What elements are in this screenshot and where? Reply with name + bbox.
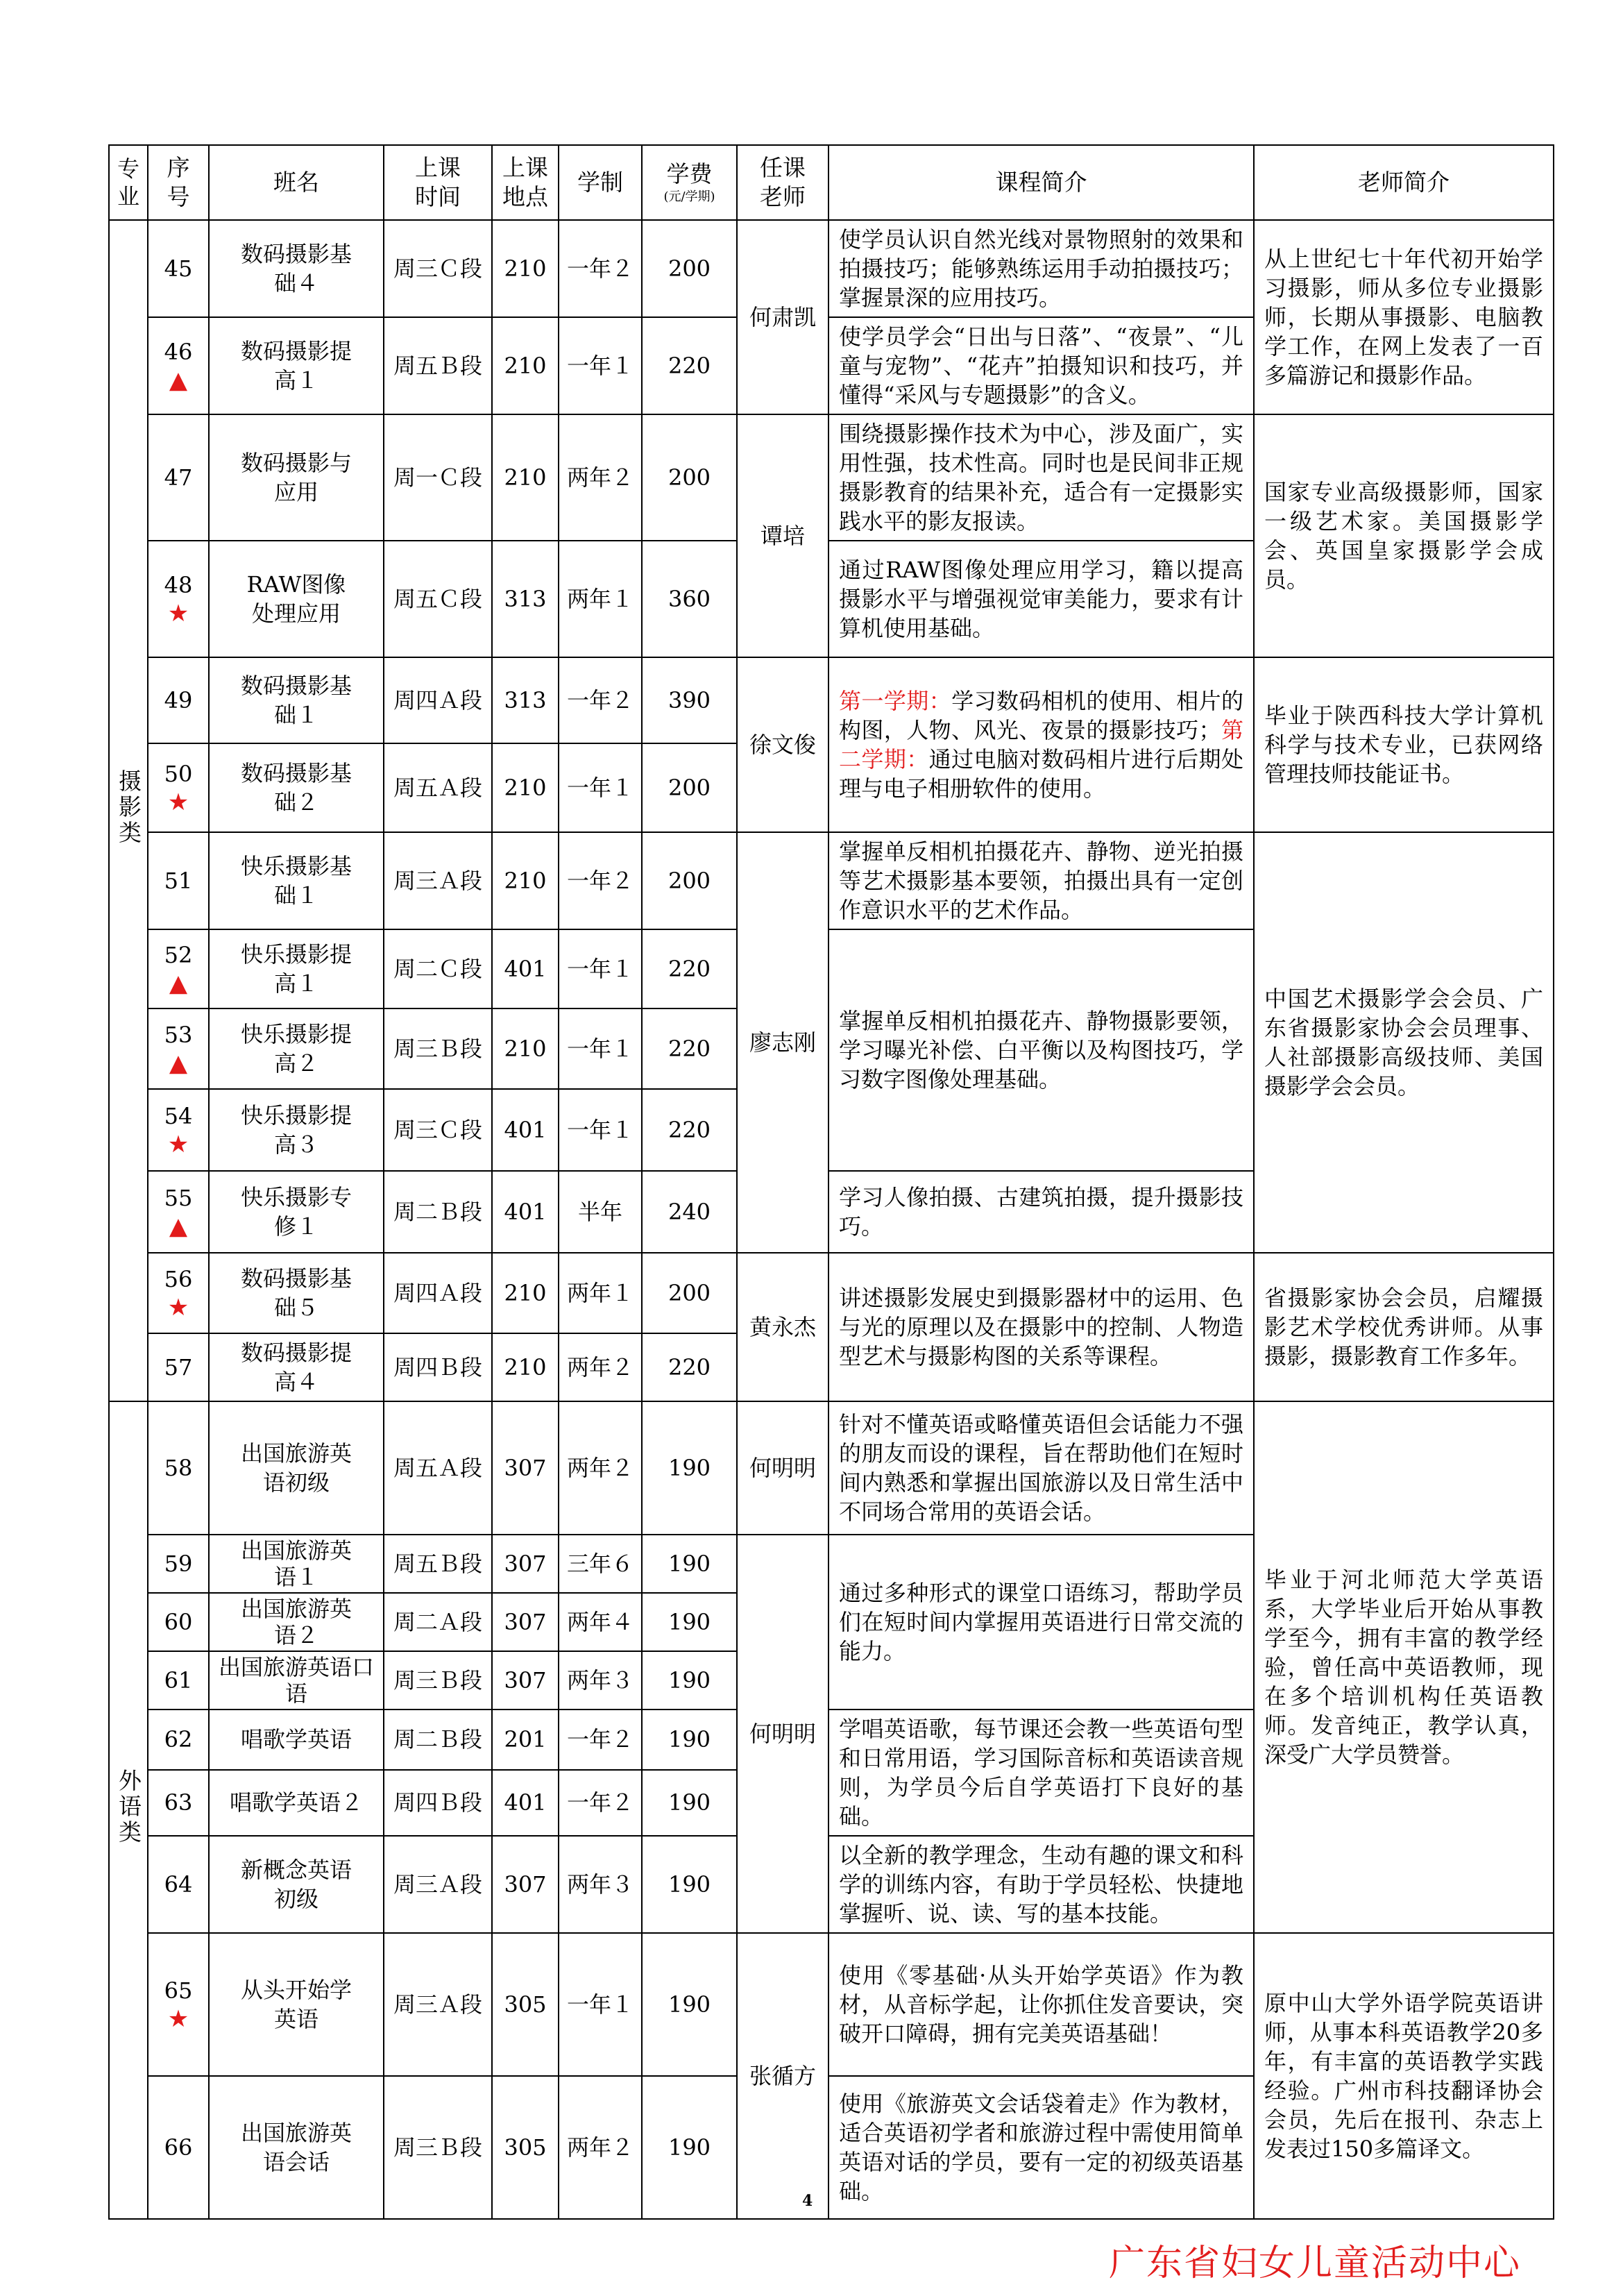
teacher-name: 黄永杰: [737, 1253, 829, 1401]
teacher-name: 张循方: [737, 1933, 829, 2219]
table-row: [109, 1253, 1554, 1333]
class-fee: 220: [642, 317, 737, 414]
table-row: [109, 832, 1554, 929]
class-name: 数码摄影与应用: [209, 414, 384, 541]
class-duration: 一年２: [559, 1770, 642, 1836]
class-fee: 200: [642, 414, 737, 541]
class-place: 210: [492, 317, 559, 414]
class-place: 210: [492, 1333, 559, 1401]
page-number: 4: [802, 2192, 813, 2210]
class-place: 401: [492, 1770, 559, 1836]
header-fee-cell: [642, 145, 737, 220]
class-fee: 190: [642, 1933, 737, 2076]
class-name: 出国旅游英语初级: [209, 1401, 384, 1535]
class-fee: 200: [642, 743, 737, 832]
class-name: 数码摄影基础２: [209, 743, 384, 832]
class-duration: 一年２: [559, 220, 642, 317]
teacher-name: 何明明: [737, 1401, 829, 1535]
class-name: RAW图像处理应用: [209, 541, 384, 657]
seq-cell: 60: [148, 1593, 209, 1651]
category-lang: 外语类: [109, 1401, 148, 2219]
class-place: 201: [492, 1710, 559, 1770]
seq-cell: 52 ▲: [148, 929, 209, 1008]
seq-cell: 56 ★: [148, 1253, 209, 1333]
header-row: [109, 145, 1554, 220]
class-place: 210: [492, 1008, 559, 1089]
class-duration: 两年１: [559, 541, 642, 657]
class-time: 周四Ａ段: [384, 1253, 492, 1333]
class-time: 周五Ｂ段: [384, 317, 492, 414]
class-time: 周三Ａ段: [384, 1836, 492, 1933]
seq-cell: 51: [148, 832, 209, 929]
seq-cell: 62: [148, 1710, 209, 1770]
class-time: 周三Ｂ段: [384, 1008, 492, 1089]
class-name: 从头开始学英语: [209, 1933, 384, 2076]
table-row: [109, 1401, 1554, 1535]
class-fee: 220: [642, 929, 737, 1008]
seq-cell: 58: [148, 1401, 209, 1535]
class-fee: 200: [642, 832, 737, 929]
class-duration: 一年１: [559, 1933, 642, 2076]
class-place: 313: [492, 541, 559, 657]
class-name: 唱歌学英语２: [209, 1770, 384, 1836]
header-seq: 序号: [148, 145, 209, 220]
class-name: 快乐摄影提高１: [209, 929, 384, 1008]
term1-text: 学习数码相机的使用、相片的构图，人物、风光、夜景的摄影技巧；: [839, 688, 1243, 743]
class-place: 305: [492, 2076, 559, 2219]
class-duration: 一年１: [559, 1008, 642, 1089]
term1-label: 第一学期：: [839, 688, 952, 714]
footer-org-name: 广东省妇女儿童活动中心: [1109, 2243, 1522, 2284]
course-intro: 使用《零基础·从头开始学英语》作为教材，从音标学起，让你抓住发音要诀，突破开口障碍，拥有完美英语基础！: [829, 1933, 1254, 2076]
class-time: 周五Ａ段: [384, 743, 492, 832]
seq-cell: 65 ★: [148, 1933, 209, 2076]
class-name: 出国旅游英语口语: [209, 1651, 384, 1710]
class-duration: 一年１: [559, 929, 642, 1008]
header-time: 上课时间: [384, 145, 492, 220]
class-name: 快乐摄影提高３: [209, 1089, 384, 1171]
class-name: 出国旅游英语会话: [209, 2076, 384, 2219]
seq-cell: 55 ▲: [148, 1171, 209, 1253]
teacher-name: 廖志刚: [737, 832, 829, 1253]
class-duration: 一年１: [559, 317, 642, 414]
course-intro: 使学员学会“日出与日落”、“夜景”、“儿童与宠物”、“花卉”拍摄知识和技巧，并懂得“采风与专题摄影”的含义。: [829, 317, 1254, 414]
class-place: 210: [492, 220, 559, 317]
seq-cell: 66: [148, 2076, 209, 2219]
class-fee: 190: [642, 1710, 737, 1770]
class-fee: 190: [642, 1770, 737, 1836]
header-place: 上课地点: [492, 145, 559, 220]
class-duration: 两年４: [559, 1593, 642, 1651]
class-place: 210: [492, 1253, 559, 1333]
class-place: 401: [492, 1171, 559, 1253]
class-fee: 200: [642, 1253, 737, 1333]
course-intro: 针对不懂英语或略懂英语但会话能力不强的朋友而设的课程，旨在帮助他们在短时间内熟悉和掌握出国旅游以及日常生活中不同场合常用的英语会话。: [829, 1401, 1254, 1535]
class-time: 周二Ａ段: [384, 1593, 492, 1651]
teacher-intro: 中国艺术摄影学会会员、广东省摄影家协会会员理事、人社部摄影高级技师、美国摄影学会会员。: [1254, 832, 1554, 1253]
class-time: 周一Ｃ段: [384, 414, 492, 541]
seq-cell: 54 ★: [148, 1089, 209, 1171]
class-duration: 一年２: [559, 1710, 642, 1770]
course-intro: 以全新的教学理念，生动有趣的课文和科学的训练内容，有助于学员轻松、快捷地掌握听、说、读、写的基本技能。: [829, 1836, 1254, 1933]
table-row: [109, 1933, 1554, 2076]
class-name: 快乐摄影基础１: [209, 832, 384, 929]
class-name: 数码摄影基础１: [209, 657, 384, 743]
header-teacher-intro: 老师简介: [1254, 145, 1554, 220]
seq-cell: 53 ▲: [148, 1008, 209, 1089]
class-fee: 190: [642, 1401, 737, 1535]
class-place: 401: [492, 929, 559, 1008]
class-time: 周五Ａ段: [384, 1401, 492, 1535]
class-place: 307: [492, 1535, 559, 1593]
header-duration: 学制: [559, 145, 642, 220]
course-intro: 掌握单反相机拍摄花卉、静物摄影要领，学习曝光补偿、白平衡以及构图技巧，学习数字图像处理基础。: [829, 929, 1254, 1171]
seq-cell: 46 ▲: [148, 317, 209, 414]
course-table: [108, 144, 1554, 2220]
class-name: 唱歌学英语: [209, 1710, 384, 1770]
class-name: 新概念英语初级: [209, 1836, 384, 1933]
class-fee: 220: [642, 1008, 737, 1089]
class-time: 周三Ｃ段: [384, 1089, 492, 1171]
category-photo: 摄影类: [109, 220, 148, 1401]
class-name: 数码摄影基础５: [209, 1253, 384, 1333]
class-fee: 360: [642, 541, 737, 657]
header-fee: 学费: [666, 160, 713, 187]
teacher-intro: 国家专业高级摄影师，国家一级艺术家。美国摄影学会、英国皇家摄影学会成员。: [1254, 414, 1554, 657]
class-time: 周三Ａ段: [384, 1933, 492, 2076]
class-fee: 190: [642, 2076, 737, 2219]
seq-cell: 45: [148, 220, 209, 317]
class-fee: 220: [642, 1333, 737, 1401]
class-time: 周四Ｂ段: [384, 1333, 492, 1401]
teacher-name: 谭培: [737, 414, 829, 657]
class-time: 周三Ｃ段: [384, 220, 492, 317]
class-time: 周三Ｂ段: [384, 2076, 492, 2219]
course-intro: 通过RAW图像处理应用学习，籍以提高摄影水平与增强视觉审美能力，要求有计算机使用基础。: [829, 541, 1254, 657]
class-fee: 390: [642, 657, 737, 743]
class-fee: 190: [642, 1651, 737, 1710]
class-fee: 200: [642, 220, 737, 317]
course-intro: 围绕摄影操作技术为中心，涉及面广，实用性强，技术性高。同时也是民间非正规摄影教育的结果补充，适合有一定摄影实践水平的影友报读。: [829, 414, 1254, 541]
header-fee-unit: (元/学期): [663, 189, 715, 204]
class-time: 周四Ａ段: [384, 657, 492, 743]
class-place: 210: [492, 743, 559, 832]
course-intro: [829, 657, 1254, 832]
seq-cell: 50 ★: [148, 743, 209, 832]
seq-cell: 49: [148, 657, 209, 743]
class-time: 周四Ｂ段: [384, 1770, 492, 1836]
class-place: 305: [492, 1933, 559, 2076]
teacher-name: 何明明: [737, 1535, 829, 1933]
class-place: 210: [492, 414, 559, 541]
class-name: 数码摄影提高４: [209, 1333, 384, 1401]
class-name: 快乐摄影提高２: [209, 1008, 384, 1089]
table-row: [109, 220, 1554, 317]
class-time: 周五Ｂ段: [384, 1535, 492, 1593]
class-duration: 一年１: [559, 1089, 642, 1171]
class-name: 数码摄影基础４: [209, 220, 384, 317]
header-class-name: 班名: [209, 145, 384, 220]
class-time: 周二Ｃ段: [384, 929, 492, 1008]
seq-cell: 63: [148, 1770, 209, 1836]
seq-cell: 57: [148, 1333, 209, 1401]
class-name: 出国旅游英语１: [209, 1535, 384, 1593]
teacher-name: 徐文俊: [737, 657, 829, 832]
class-duration: 半年: [559, 1171, 642, 1253]
class-time: 周二Ｂ段: [384, 1171, 492, 1253]
class-time: 周三Ｂ段: [384, 1651, 492, 1710]
class-duration: 两年２: [559, 1401, 642, 1535]
term2-label: 第二学期：: [839, 717, 1243, 773]
class-time: 周三Ａ段: [384, 832, 492, 929]
class-duration: 一年２: [559, 657, 642, 743]
class-fee: 190: [642, 1836, 737, 1933]
seq-cell: 61: [148, 1651, 209, 1710]
class-time: 周五Ｃ段: [384, 541, 492, 657]
header-major: 专业: [109, 145, 148, 220]
teacher-name: 何肃凯: [737, 220, 829, 414]
class-duration: 两年２: [559, 414, 642, 541]
class-duration: 两年１: [559, 1253, 642, 1333]
class-duration: 一年２: [559, 832, 642, 929]
seq-cell: 59: [148, 1535, 209, 1593]
teacher-intro: 从上世纪七十年代初开始学习摄影，师从多位专业摄影师，长期从事摄影、电脑教学工作，在网上发表了一百多篇游记和摄影作品。: [1254, 220, 1554, 414]
course-intro: 使学员认识自然光线对景物照射的效果和拍摄技巧；能够熟练运用手动拍摄技巧；掌握景深的应用技巧。: [829, 220, 1254, 317]
term2-text: 通过电脑对数码相片进行后期处理与电子相册软件的使用。: [839, 746, 1243, 802]
course-intro: 通过多种形式的课堂口语练习，帮助学员们在短时间内掌握用英语进行日常交流的能力。: [829, 1535, 1254, 1710]
class-place: 307: [492, 1651, 559, 1710]
table-row: [109, 657, 1554, 743]
class-fee: 240: [642, 1171, 737, 1253]
teacher-intro: 省摄影家协会会员，启耀摄影艺术学校优秀讲师。从事摄影，摄影教育工作多年。: [1254, 1253, 1554, 1401]
class-fee: 190: [642, 1535, 737, 1593]
class-duration: 两年３: [559, 1651, 642, 1710]
seq-cell: 47: [148, 414, 209, 541]
course-intro: 掌握单反相机拍摄花卉、静物、逆光拍摄等艺术摄影基本要领，拍摄出具有一定创作意识水平的艺术作品。: [829, 832, 1254, 929]
seq-cell: 64: [148, 1836, 209, 1933]
header-course-intro: 课程简介: [829, 145, 1254, 220]
header-teacher: 任课老师: [737, 145, 829, 220]
class-place: 307: [492, 1593, 559, 1651]
class-fee: 220: [642, 1089, 737, 1171]
class-name: 数码摄影提高１: [209, 317, 384, 414]
course-intro: 学习人像拍摄、古建筑拍摄，提升摄影技巧。: [829, 1171, 1254, 1253]
table-row: [109, 414, 1554, 541]
class-fee: 190: [642, 1593, 737, 1651]
course-intro: 讲述摄影发展史到摄影器材中的运用、色与光的原理以及在摄影中的控制、人物造型艺术与摄影构图的关系等课程。: [829, 1253, 1254, 1401]
class-duration: 三年６: [559, 1535, 642, 1593]
teacher-intro: 毕业于陕西科技大学计算机科学与技术专业，已获网络管理技师技能证书。: [1254, 657, 1554, 832]
teacher-intro: 原中山大学外语学院英语讲师，从事本科英语教学20多年，有丰富的英语教学实践经验。广州市科技翻译协会会员，先后在报刊、杂志上发表过150多篇译文。: [1254, 1933, 1554, 2219]
course-intro: 学唱英语歌，每节课还会教一些英语句型和日常用语，学习国际音标和英语读音规则，为学员今后自学英语打下良好的基础。: [829, 1710, 1254, 1836]
class-place: 210: [492, 832, 559, 929]
class-place: 313: [492, 657, 559, 743]
class-duration: 两年２: [559, 1333, 642, 1401]
class-place: 307: [492, 1836, 559, 1933]
class-place: 401: [492, 1089, 559, 1171]
class-duration: 一年１: [559, 743, 642, 832]
course-intro: 使用《旅游英文会话袋着走》作为教材，适合英语初学者和旅游过程中需使用简单英语对话的学员，要有一定的初级英语基础。: [829, 2076, 1254, 2219]
class-place: 307: [492, 1401, 559, 1535]
teacher-intro: 毕业于河北师范大学英语系，大学毕业后开始从事教学至今，拥有丰富的教学经验，曾任高中英语教师，现在多个培训机构任英语教师。发音纯正，教学认真，深受广大学员赞誉。: [1254, 1401, 1554, 1933]
class-duration: 两年２: [559, 2076, 642, 2219]
class-time: 周二Ｂ段: [384, 1710, 492, 1770]
class-name: 出国旅游英语２: [209, 1593, 384, 1651]
class-name: 快乐摄影专修１: [209, 1171, 384, 1253]
seq-cell: 48 ★: [148, 541, 209, 657]
class-duration: 两年３: [559, 1836, 642, 1933]
